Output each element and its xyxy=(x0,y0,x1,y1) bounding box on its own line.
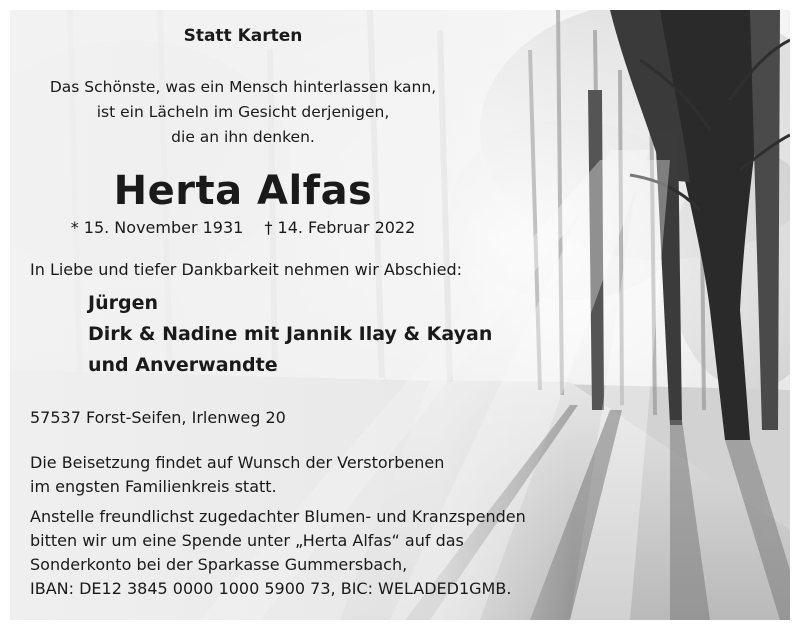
death-date: † 14. Februar 2022 xyxy=(264,218,416,237)
family-member: Jürgen xyxy=(88,292,158,314)
life-dates xyxy=(10,218,476,237)
family-member: und Anverwandte xyxy=(88,354,278,376)
donation-line: Sonderkonto bei der Sparkasse Gummersbach, xyxy=(30,555,408,574)
donation-line: Anstelle freundlichst zugedachter Blumen- und Kranzspenden xyxy=(30,507,526,526)
quote-line: ist ein Lächeln im Gesicht derjenigen, xyxy=(96,103,390,121)
address: 57537 Forst-Seifen, Irlenweg 20 xyxy=(30,408,286,427)
quote-line: Das Schönste, was ein Mensch hinterlassen kann, xyxy=(49,78,437,96)
donation-line: IBAN: DE12 3845 0000 1000 5900 73, BIC: WELADED1GMB. xyxy=(30,579,512,598)
family-member: Dirk & Nadine mit Jannik Ilay & Kayan xyxy=(88,323,493,345)
deceased-name: Herta Alfas xyxy=(113,168,373,214)
notice-heading: Statt Karten xyxy=(183,26,303,46)
notice-text xyxy=(10,10,790,620)
burial-line: im engsten Familienkreis statt. xyxy=(30,477,277,496)
birth-date: * 15. November 1931 xyxy=(70,218,244,237)
quote-line: die an ihn denken. xyxy=(171,128,315,146)
burial-line: Die Beisetzung findet auf Wunsch der Verstorbenen xyxy=(30,453,445,472)
donation-line: bitten wir um eine Spende unter „Herta Alfas“ auf das xyxy=(30,531,464,550)
obituary-notice xyxy=(10,10,790,620)
farewell-line: In Liebe und tiefer Dankbarkeit nehmen wir Abschied: xyxy=(30,260,463,279)
